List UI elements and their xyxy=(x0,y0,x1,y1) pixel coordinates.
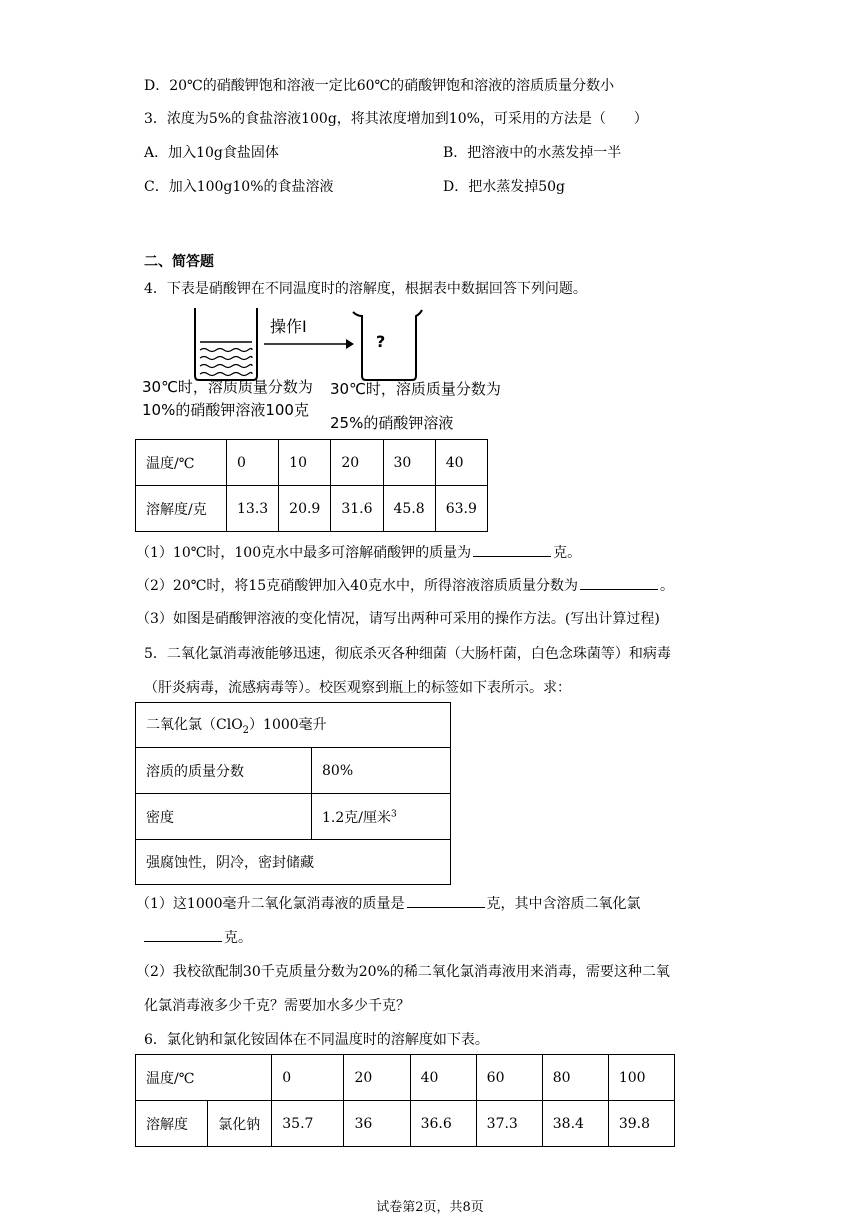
q3-stem: 3．浓度为5%的食盐溶液100g，将其浓度增加到10%，可采用的方法是（ ） xyxy=(144,111,648,127)
q3-option-d: D．把水蒸发掉50g xyxy=(443,179,566,195)
answer-blank[interactable] xyxy=(580,575,658,590)
left-caption-line-2: 10%的硝酸钾溶液100克 xyxy=(142,401,309,419)
q5-density-row xyxy=(136,794,451,840)
q4-sub1 xyxy=(136,542,581,562)
table-cell: 31.6 xyxy=(331,486,383,532)
beaker-diagram xyxy=(140,304,520,384)
table-cell: 38.4 xyxy=(542,1101,608,1147)
table-cell: 氯化钠 xyxy=(208,1101,272,1147)
right-caption-line-1: 30℃时，溶质质量分数为 xyxy=(330,380,501,398)
table-cell: 36.6 xyxy=(410,1101,476,1147)
q2-option-d: D．20℃的硝酸钾饱和溶液一定比60℃的硝酸钾饱和溶液的溶质质量分数小 xyxy=(144,78,615,94)
section-title: 二、简答题 xyxy=(144,254,214,270)
answer-blank[interactable] xyxy=(144,927,222,942)
table-cell: 溶解度 xyxy=(136,1101,208,1147)
q5-note-row xyxy=(136,840,451,885)
left-caption-line-1: 30℃时，溶质质量分数为 xyxy=(142,378,313,396)
label-title-b: ）1000毫升 xyxy=(249,717,327,734)
q5-sub2-line-2: 化氯消毒液多少千克？需要加水多少千克？ xyxy=(144,998,410,1014)
arrow-label: 操作Ⅰ xyxy=(270,317,307,336)
q5-sub1-mid: 克，其中含溶质二氧化氯 xyxy=(486,896,641,912)
density-value: 1.2克/厘米 xyxy=(322,809,391,826)
table-cell: 60 xyxy=(476,1055,542,1101)
label-note: 强腐蚀性，阴冷，密封储藏 xyxy=(136,840,451,885)
q5-stem-line-2: （肝炎病毒，流感病毒等）。校医观察到瓶上的标签如下表所示。求： xyxy=(144,680,571,696)
table-cell: 37.3 xyxy=(476,1101,542,1147)
table-cell: 30 xyxy=(383,440,435,486)
table-cell: 20.9 xyxy=(279,486,331,532)
table-cell: 20 xyxy=(344,1055,410,1101)
label-title-a: 二氧化氯（ClO xyxy=(146,717,243,734)
table-cell: 溶解度/克 xyxy=(136,486,227,532)
density-sup: 3 xyxy=(390,808,397,819)
q5-sub1 xyxy=(136,893,641,913)
q5-sub1-end: 克。 xyxy=(224,930,252,946)
q4-sub1-unit: 克。 xyxy=(553,545,582,561)
q4-sub1-text: （1）10℃时，100克水中最多可溶解硝酸钾的质量为 xyxy=(136,545,472,561)
answer-blank[interactable] xyxy=(473,542,551,557)
q5-sub2-line-1: （2）我校欲配制30千克质量分数为20%的稀二氧化氯消毒液用来消毒，需要这种二氧 xyxy=(136,964,670,980)
right-beaker xyxy=(353,310,422,380)
q5-title-row xyxy=(136,703,451,748)
q4-sub3: （3）如图是硝酸钾溶液的变化情况，请写出两种可采用的操作方法。(写出计算过程) xyxy=(136,611,660,627)
question-mark: ? xyxy=(376,332,386,351)
answer-blank[interactable] xyxy=(407,893,485,908)
q5-label-table xyxy=(135,702,451,885)
q3-option-c: C．加入100g10%的食盐溶液 xyxy=(144,179,334,195)
q5-sub1-cont xyxy=(144,927,252,947)
label-title-sub: 2 xyxy=(242,724,250,736)
table-cell xyxy=(312,794,451,840)
table-cell: 36 xyxy=(344,1101,410,1147)
q6-solubility-table xyxy=(135,1054,675,1147)
q4-sub2-text: （2）20℃时，将15克硝酸钾加入40克水中，所得溶液溶质质量分数为 xyxy=(136,578,579,594)
table-cell: 0 xyxy=(227,440,279,486)
q4-solubility-row xyxy=(136,486,488,532)
table-cell: 密度 xyxy=(136,794,312,840)
q6-stem: 6．氯化钠和氯化铵固体在不同温度时的溶解度如下表。 xyxy=(144,1032,489,1048)
q5-sub1-text: （1）这1000毫升二氧化氯消毒液的质量是 xyxy=(136,896,405,912)
table-cell: 40 xyxy=(435,440,487,486)
table-cell: 45.8 xyxy=(383,486,435,532)
q4-solubility-table xyxy=(135,439,488,532)
table-cell: 20 xyxy=(331,440,383,486)
label-title xyxy=(136,703,451,748)
table-cell: 39.8 xyxy=(608,1101,674,1147)
q5-fraction-row xyxy=(136,748,451,794)
table-cell: 10 xyxy=(279,440,331,486)
q4-sub2-end: 。 xyxy=(660,578,675,594)
left-beaker xyxy=(195,308,257,380)
table-cell: 温度/℃ xyxy=(136,1055,272,1101)
table-cell: 0 xyxy=(272,1055,344,1101)
q3-option-a: A．加入10g食盐固体 xyxy=(144,145,279,161)
q3-option-b: B．把溶液中的水蒸发掉一半 xyxy=(443,145,622,161)
q6-temp-row xyxy=(136,1055,675,1101)
q4-sub2 xyxy=(136,575,674,595)
table-cell: 溶质的质量分数 xyxy=(136,748,312,794)
table-cell: 80 xyxy=(542,1055,608,1101)
q6-nacl-row xyxy=(136,1101,675,1147)
right-caption-line-2: 25%的硝酸钾溶液 xyxy=(330,414,454,432)
table-cell: 13.3 xyxy=(227,486,279,532)
process-arrow xyxy=(264,339,354,349)
table-cell: 温度/℃ xyxy=(136,440,227,486)
q4-stem: 4．下表是硝酸钾在不同温度时的溶解度，根据表中数据回答下列问题。 xyxy=(144,281,587,297)
q4-temp-row xyxy=(136,440,488,486)
table-cell: 100 xyxy=(608,1055,674,1101)
table-cell: 63.9 xyxy=(435,486,487,532)
table-cell: 40 xyxy=(410,1055,476,1101)
q5-stem-line-1: 5．二氧化氯消毒液能够迅速，彻底杀灭各种细菌（大肠杆菌，白色念珠菌等）和病毒 xyxy=(144,646,671,662)
page-footer: 试卷第2页，共8页 xyxy=(376,1200,484,1215)
table-cell: 35.7 xyxy=(272,1101,344,1147)
q4-figure xyxy=(140,304,520,434)
table-cell: 80% xyxy=(312,748,451,794)
